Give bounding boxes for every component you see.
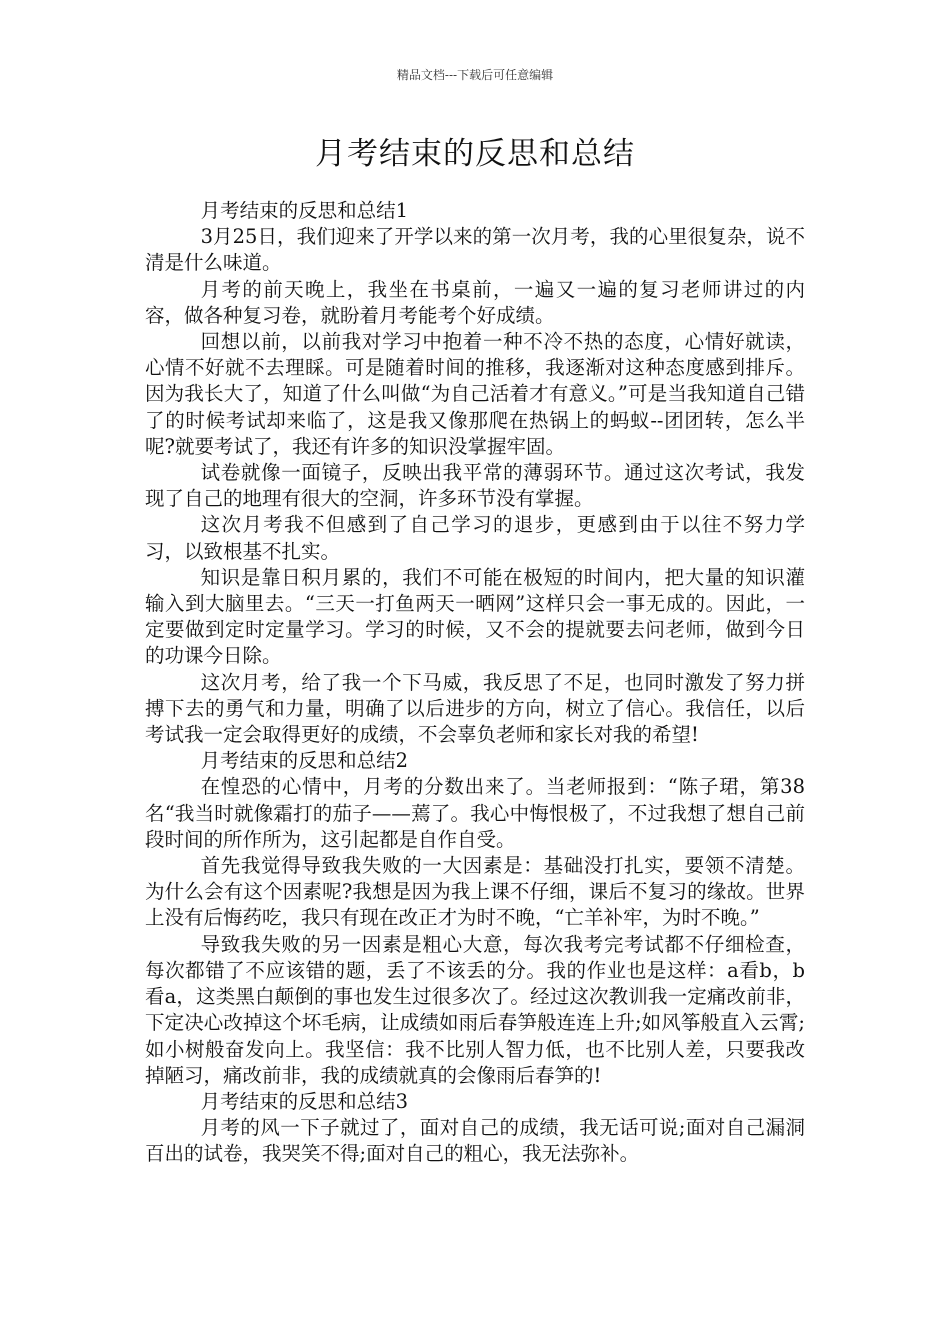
paragraph: 在惶恐的心情中，月考的分数出来了。当老师报到：“陈子珺，第38名“我当时就像霜打的茄子——蔫了。我心中悔恨极了，不过我想了想自己前段时间的所作所为，这引起都是自作自受。 [145,775,805,851]
page-header: 精品文档---下载后可任意编辑 [396,68,554,82]
paragraph: 回想以前，以前我对学习中抱着一种不冷不热的态度，心情好就读，心情不好就不去理睬。可是随着时间的推移，我逐渐对这种态度感到排斥。因为我长大了，知道了什么叫做“为自己活着才有意义。”可是当我知道自己错了的时候考试却来临了，这是我又像那爬在热锅上的蚂蚁--团团转，怎么半呢?就要考试了，我还有许多的知识没掌握牢固。 [145,330,805,458]
paragraph: 这次月考，给了我一个下马威，我反思了不足，也同时激发了努力拼搏下去的勇气和力量，明确了以后进步的方向，树立了信心。我信任，以后考试我一定会取得更好的成绩，不会辜负老师和家长对我的希望! [145,670,805,747]
paragraph: 月考的前天晚上，我坐在书桌前，一遍又一遍的复习老师讲过的内容，做各种复习卷，就盼着月考能考个好成绩。 [145,277,805,327]
section-heading-3: 月考结束的反思和总结3 [200,1089,408,1113]
paragraph: 导致我失败的另一因素是粗心大意，每次我考完考试都不仔细检查，每次都错了不应该错的题，丢了不该丢的分。我的作业也是这样：a看b，b看a，这类黑白颠倒的事也发生过很多次了。经过这次教训我一定痛改前非，下定决心改掉这个坏毛病，让成绩如雨后春笋般连连上升;如风筝般直入云霄;如小树般奋发向上。我坚信：我不比别人智力低，也不比别人差，只要我改掉陋习，痛改前非，我的成绩就真的会像雨后春笋的! [145,932,805,1087]
paragraph: 这次月考我不但感到了自己学习的退步，更感到由于以往不努力学习，以致根基不扎实。 [145,513,805,563]
paragraph: 月考的风一下子就过了，面对自己的成绩，我无话可说;面对自己漏洞百出的试卷，我哭笑不得;面对自己的粗心，我无法弥补。 [145,1116,805,1166]
section-heading-1: 月考结束的反思和总结1 [200,199,408,222]
document-title: 月考结束的反思和总结 [315,136,635,172]
document-body [145,198,805,1168]
paragraph: 试卷就像一面镜子，反映出我平常的薄弱环节。通过这次考试，我发现了自己的地理有很大的空洞，许多环节没有掌握。 [145,461,805,511]
section-heading-2: 月考结束的反思和总结2 [200,749,408,773]
paragraph: 知识是靠日积月累的，我们不可能在极短的时间内，把大量的知识灌输入到大脑里去。“三天一打鱼两天一晒网”这样只会一事无成的。因此，一定要做到定时定量学习。学习的时候，又不会的提就要去问老师，做到今日的功课今日除。 [145,565,805,668]
paragraph: 3月25日，我们迎来了开学以来的第一次月考，我的心里很复杂，说不清是什么味道。 [145,225,805,275]
paragraph: 首先我觉得导致我失败的一大因素是：基础没打扎实，要领不清楚。为什么会有这个因素呢?我想是因为我上课不仔细，课后不复习的缘故。世界上没有后悔药吃，我只有现在改正才为时不晚，“亡羊补牢，为时不晚。” [145,854,805,930]
